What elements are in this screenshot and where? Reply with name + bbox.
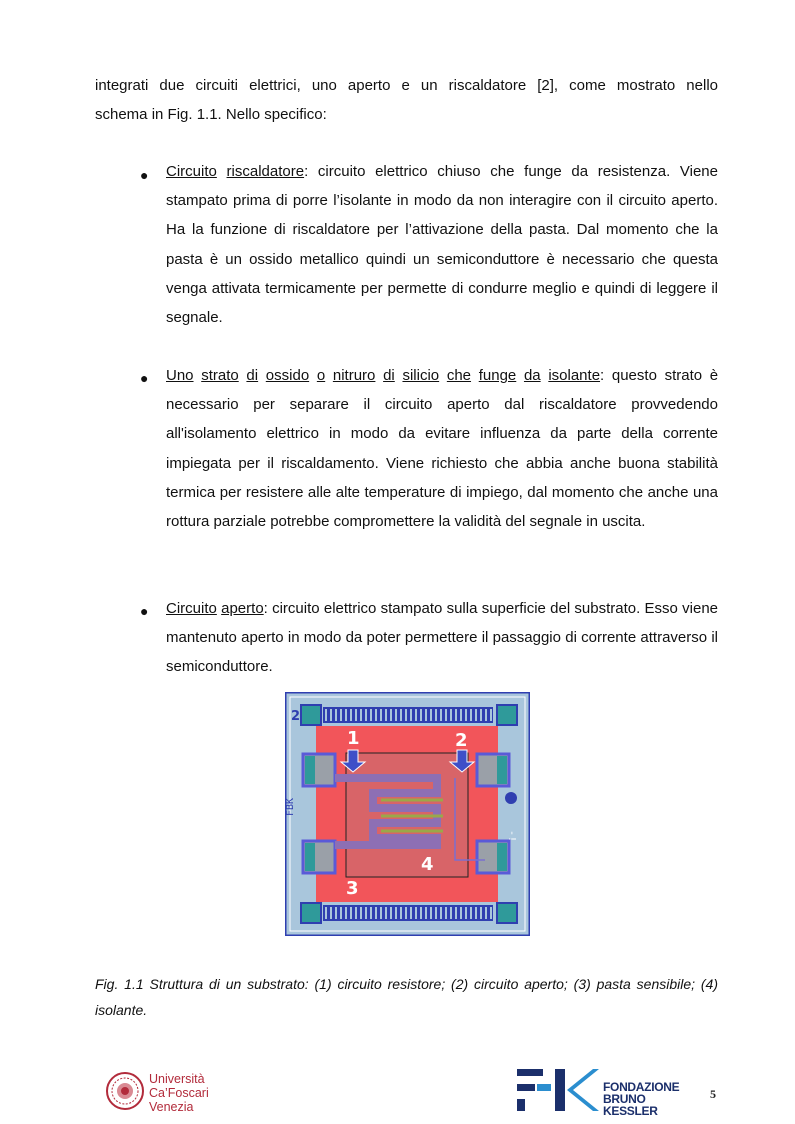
term-word: riscaldatore — [226, 163, 305, 180]
fbk-line: BRUNO KESSLER — [603, 1092, 658, 1118]
term-word: da — [523, 367, 541, 384]
term-word: aperto — [221, 600, 264, 617]
alignment-mark-icon — [505, 792, 517, 804]
fbk-logo — [515, 1064, 690, 1116]
intro-line-2: schema in Fig. 1.1. Nello specifico: — [95, 106, 327, 123]
bullet-marker: ● — [140, 370, 149, 386]
term-word: funge — [478, 367, 517, 384]
university-logo — [105, 1070, 215, 1116]
bullet-marker: ● — [140, 603, 149, 619]
svg-text:-!: -! — [506, 830, 517, 843]
bullet-open-circuit-text — [166, 594, 718, 682]
term-word: ossido — [265, 367, 310, 384]
figure-caption: Fig. 1.1 Struttura di un substrato: (1) circuito resistore; (2) circuito aperto; (3) pasta sensibile; (4) isolante. — [95, 976, 718, 1018]
fbk-line: FONDAZIONE — [603, 1080, 680, 1094]
substrate-diagram — [285, 692, 530, 936]
label-3: 3 — [346, 878, 359, 899]
term-word: che — [446, 367, 472, 384]
university-line: Ca’Foscari — [149, 1086, 209, 1100]
corner-label: 2 — [291, 709, 301, 724]
term-word: di — [383, 367, 395, 384]
term-word: nitruro — [332, 367, 376, 384]
bullet-heater-text — [166, 157, 718, 332]
label-2: 2 — [455, 730, 468, 751]
bottom-contact-strip — [301, 903, 517, 923]
label-4: 4 — [421, 854, 434, 875]
bullet-body: : circuito elettrico stampato sulla superficie del substrato. Esso viene mantenuto aperto in modo da poter permettere il passaggio di corrente attraverso il semiconduttore. — [166, 600, 719, 676]
university-line: Università — [149, 1072, 205, 1086]
svg-text:FBK: FBK — [285, 797, 296, 816]
term-word: o — [316, 367, 326, 384]
fbk-name — [603, 1081, 690, 1117]
bullet-body: : circuito elettrico chiuso che funge da resistenza. Viene stampato prima di porre l’isolante in modo da non interagire con il circuito aperto. Ha la funzione di riscaldatore per l’attivazione della pasta. Dal momento che la pasta è un ossido metallico quindi un semiconduttore è necessario che questa venga attivata termicamente per permette di condurre meglio e quindi di leggere il segnale. — [166, 163, 718, 327]
university-name — [149, 1072, 209, 1114]
label-1: 1 — [347, 728, 360, 749]
term-word: silicio — [402, 367, 440, 384]
term-word: strato — [201, 367, 239, 384]
page-number: 5 — [710, 1087, 716, 1101]
fbk-mark-icon — [515, 1064, 599, 1114]
university-seal-icon — [105, 1070, 145, 1112]
term-word: Uno — [166, 367, 194, 384]
term-word: di — [246, 367, 259, 384]
bullet-marker: ● — [140, 167, 149, 183]
term-word: isolante — [548, 367, 601, 384]
intro-line-1: integrati due circuiti elettrici, uno aperto e un riscaldatore [2], come mostrato nello — [95, 77, 718, 94]
university-line: Venezia — [149, 1100, 194, 1114]
top-contact-strip — [301, 705, 517, 725]
term-word: Circuito — [166, 163, 217, 180]
bullet-body: : questo strato è necessario per separare il circuito aperto dal riscaldatore provvedendo all'isolamento elettrico in modo da evitare influenza da parte della corrente impiegata per il riscaldamento. Viene richiesto che abbia anche buona stabilità termica per resistere alle alte temperature di impiego, dal momento che anche una rottura parziale potrebbe compromettere la validità del segnale in uscita. — [166, 367, 719, 531]
bullet-insulator-text — [166, 361, 718, 536]
substrate-figure — [285, 692, 530, 936]
term-word: Circuito — [166, 600, 217, 617]
